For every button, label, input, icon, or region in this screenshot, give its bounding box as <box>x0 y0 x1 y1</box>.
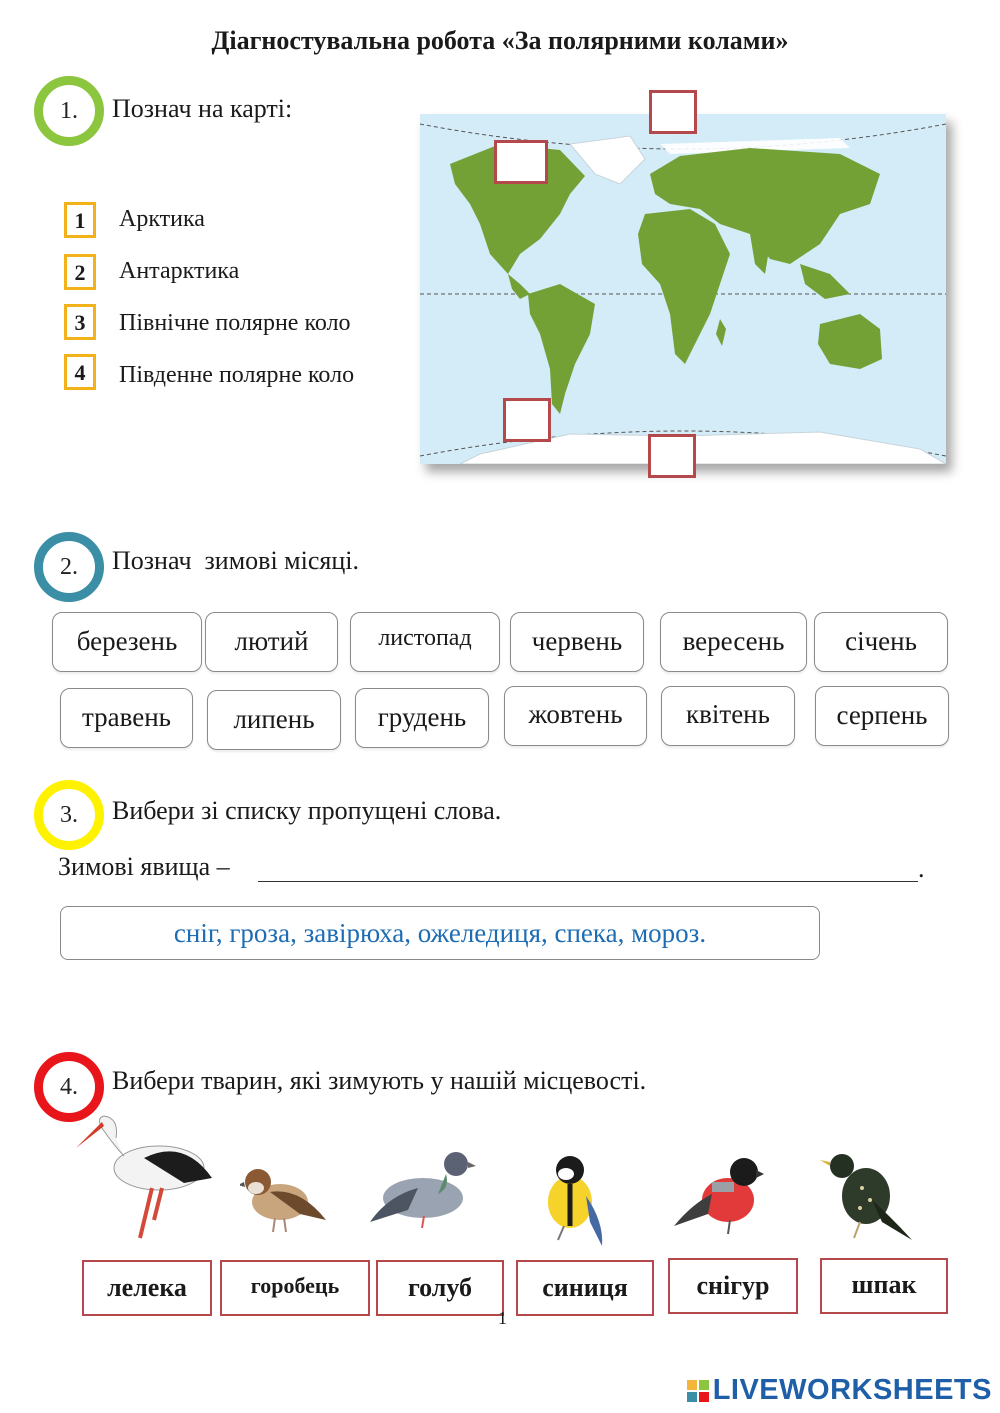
month-option[interactable]: березень <box>52 612 202 672</box>
map-answer-box-north-america[interactable] <box>494 140 548 184</box>
sparrow-illustration <box>240 1162 330 1234</box>
month-option[interactable]: серпень <box>815 686 949 746</box>
legend-num-3: 3 <box>64 304 96 340</box>
month-option[interactable]: жовтень <box>504 686 647 746</box>
footer-brand-text: LIVEWORKSHEETS <box>712 1374 992 1406</box>
starling-illustration <box>820 1148 914 1244</box>
fill-line-end: . <box>918 854 925 883</box>
liveworksheets-icon <box>687 1380 709 1402</box>
legend-label-antarctic-circle: Південне полярне коло <box>119 362 355 388</box>
month-option[interactable]: травень <box>60 688 193 748</box>
question-2-number: 2. <box>34 532 104 602</box>
fill-answer-line[interactable] <box>258 880 918 882</box>
question-1-number: 1. <box>34 76 104 146</box>
stork-illustration <box>74 1108 219 1243</box>
question-3-text: Вибери зі списку пропущені слова. <box>112 796 502 825</box>
bird-option[interactable]: горобець <box>220 1260 370 1316</box>
bullfinch-illustration <box>672 1154 766 1236</box>
question-1-text: Познач на карті: <box>112 94 293 123</box>
page-number: 1 <box>498 1308 507 1328</box>
tit-illustration <box>536 1152 608 1248</box>
worksheet-title: Діагностувальна робота «За полярними колами» <box>211 26 789 55</box>
map-answer-box-south[interactable] <box>503 398 551 442</box>
question-4-number: 4. <box>34 1052 104 1122</box>
month-option[interactable]: лютий <box>205 612 338 672</box>
month-option[interactable]: січень <box>814 612 948 672</box>
month-option[interactable]: квітень <box>661 686 795 746</box>
month-option[interactable]: грудень <box>355 688 489 748</box>
liveworksheets-logo <box>687 1374 992 1407</box>
fill-prompt: Зимові явища – <box>58 852 230 881</box>
bird-option[interactable]: голуб <box>376 1260 504 1316</box>
bird-option[interactable]: лелека <box>82 1260 212 1316</box>
legend-num-1: 1 <box>64 202 96 238</box>
month-option[interactable]: вересень <box>660 612 807 672</box>
legend-num-4: 4 <box>64 354 96 390</box>
month-option[interactable]: листопад <box>350 612 500 672</box>
month-option[interactable]: червень <box>510 612 644 672</box>
question-2-text: Познач зимові місяці. <box>112 546 359 575</box>
map-answer-box-top[interactable] <box>649 90 697 134</box>
legend-label-arctic: Арктика <box>119 206 205 232</box>
bird-option[interactable]: снігур <box>668 1258 798 1314</box>
month-option[interactable]: липень <box>207 690 341 750</box>
question-3-number: 3. <box>34 780 104 850</box>
bird-option[interactable]: шпак <box>820 1258 948 1314</box>
map-answer-box-bottom[interactable] <box>648 434 696 478</box>
bird-option[interactable]: синиця <box>516 1260 654 1316</box>
word-bank: сніг, гроза, завірюха, ожеледиця, спека, мороз. <box>60 906 820 960</box>
legend-num-2: 2 <box>64 254 96 290</box>
pigeon-illustration <box>368 1148 478 1232</box>
legend-label-antarctic: Антарктика <box>119 258 240 284</box>
question-4-text: Вибери тварин, які зимують у нашій місцевості. <box>112 1066 647 1095</box>
legend-label-arctic-circle: Північне полярне коло <box>119 310 351 336</box>
